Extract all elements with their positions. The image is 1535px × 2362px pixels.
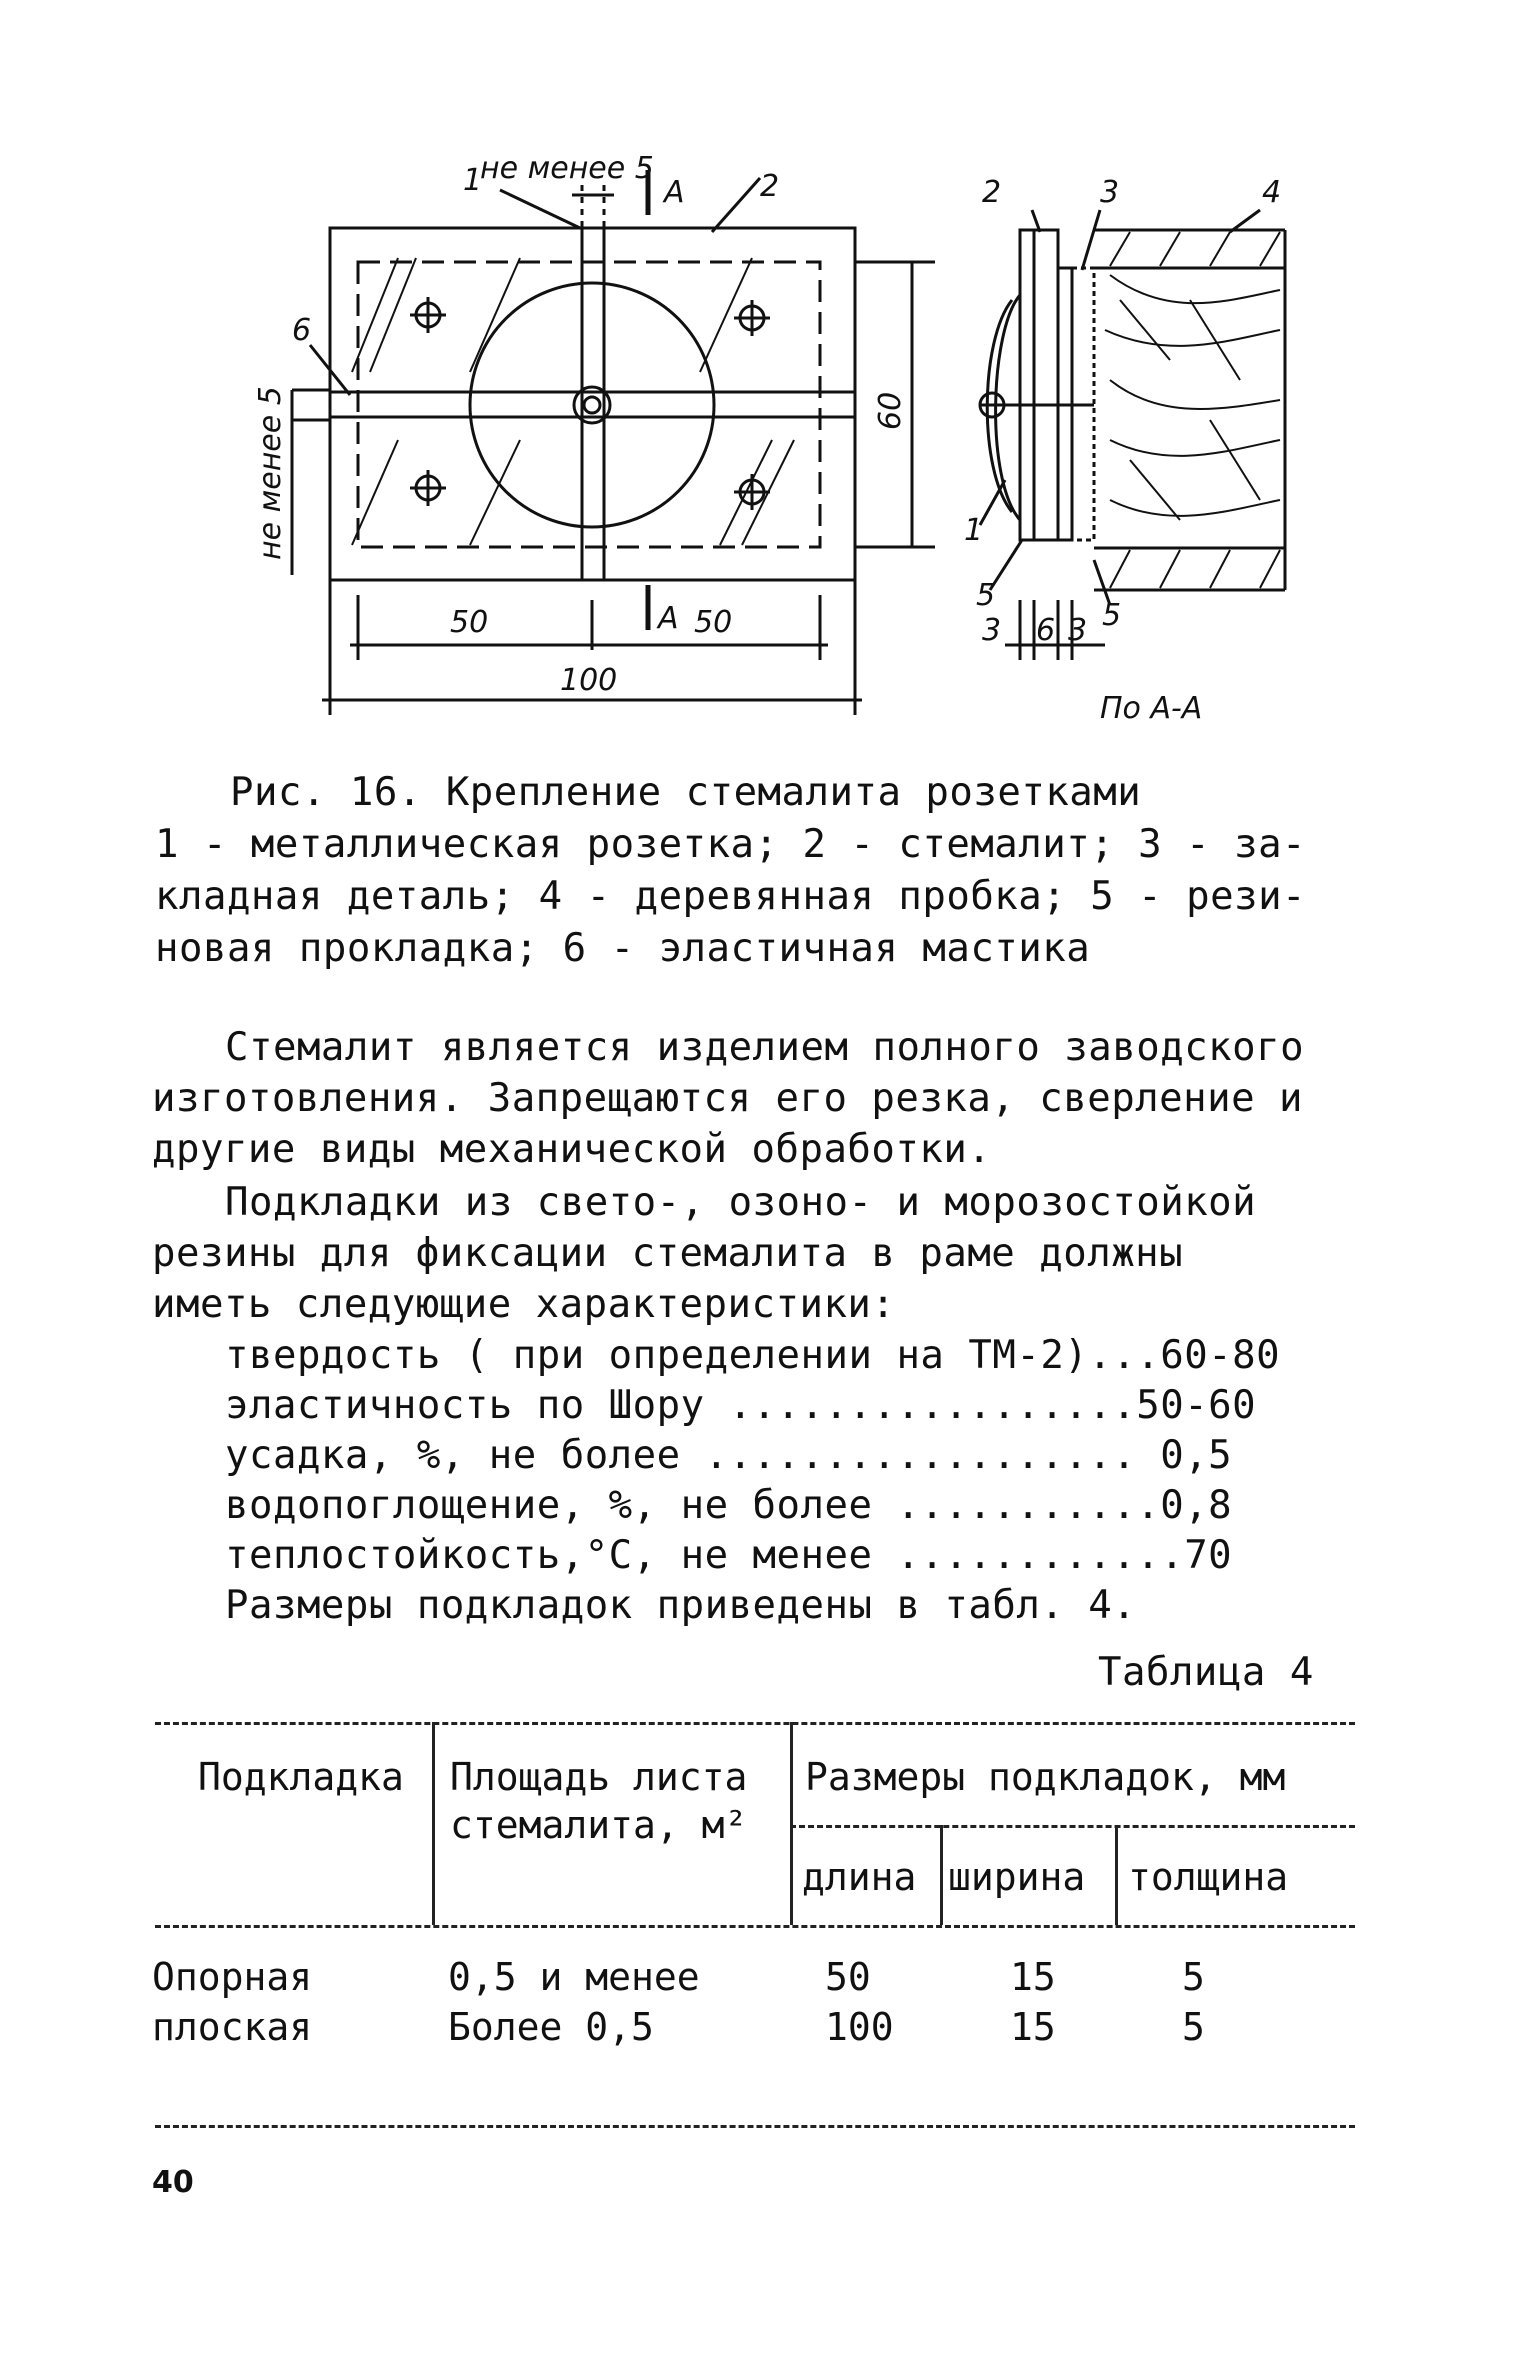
row-name: Опорная — [152, 1955, 313, 1999]
metal-rosette-circle — [470, 283, 714, 527]
row-area: 0,5 и менее — [448, 1955, 700, 1999]
caption-line: кладная деталь; 4 - деревянная пробка; 5 - рези- — [155, 874, 1307, 919]
label-not-less-5-side: не менее 5 — [253, 386, 288, 560]
table-rule-sub — [790, 1825, 1355, 1828]
page-number: 40 — [152, 2165, 194, 2200]
header-width: ширина — [948, 1855, 1086, 1899]
table-col-divider — [940, 1825, 943, 1925]
body-line: Подкладки из свето-, озоно- и морозостойкой — [225, 1180, 1257, 1225]
row-width: 15 — [1010, 2005, 1056, 2049]
section-label-2: 2 — [982, 175, 1002, 210]
body-line: иметь следующие характеристики: — [152, 1282, 896, 1327]
header-pad: Подкладка — [198, 1755, 404, 1799]
table-col-divider — [432, 1722, 435, 1925]
section-label-3: 3 — [1100, 175, 1120, 210]
section-label-5-left: 5 — [976, 578, 996, 613]
table-title: Таблица 4 — [1098, 1650, 1314, 1695]
caption-line: 1 - металлическая розетка; 2 - стемалит; 3 - за- — [155, 822, 1307, 867]
spec-hardness: твердость ( при определении на ТМ-2)...60-80 — [225, 1333, 1281, 1378]
row-name: плоская — [152, 2005, 313, 2049]
section-dim-3-left: 3 — [982, 613, 1002, 648]
caption-title: Рис. 16. Крепление стемалита розетками — [230, 770, 1142, 815]
label-dim-50-left: 50 — [450, 605, 489, 640]
label-dim-50-right: 50 — [694, 605, 733, 640]
figure-16-drawing — [0, 0, 1535, 760]
section-dim-3-right: 3 — [1068, 613, 1088, 648]
spec-shrinkage: усадка, %, не более .................. 0,5 — [225, 1433, 1233, 1478]
section-title: По А-А — [1100, 691, 1203, 726]
section-dim-6: 6 — [1036, 613, 1056, 648]
body-line: другие виды механической обработки. — [152, 1127, 992, 1172]
caption-line: новая прокладка; 6 - эластичная мастика — [155, 926, 1091, 971]
row-length: 50 — [825, 1955, 871, 1999]
spec-water-absorption: водопоглощение, %, не более ...........0,8 — [225, 1483, 1233, 1528]
row-area: Более 0,5 — [448, 2005, 654, 2049]
table-col-divider — [1115, 1825, 1118, 1925]
header-length: длина — [802, 1855, 917, 1899]
body-line: Стемалит является изделием полного заводского — [225, 1025, 1305, 1070]
label-dim-100: 100 — [560, 663, 618, 698]
table-rule-top — [155, 1722, 1355, 1725]
section-label-5-right: 5 — [1102, 598, 1122, 633]
header-area-line1: Площадь листа — [450, 1755, 748, 1799]
body-line: изготовления. Запрещаются его резка, сверление и — [152, 1076, 1304, 1121]
label-a-bottom: A — [658, 601, 679, 636]
label-a-top: A — [664, 175, 685, 210]
row-length: 100 — [825, 2005, 894, 2049]
row-thickness: 5 — [1182, 2005, 1205, 2049]
row-thickness: 5 — [1182, 1955, 1205, 1999]
label-not-less-5-top: не менее 5 — [480, 151, 654, 186]
table-rule-bottom — [155, 2125, 1355, 2128]
label-dim-60: 60 — [873, 391, 908, 430]
header-dimensions: Размеры подкладок, мм — [805, 1755, 1286, 1799]
section-label-1: 1 — [964, 513, 984, 548]
body-line: Размеры подкладок приведены в табл. 4. — [225, 1583, 1137, 1628]
body-line: резины для фиксации стемалита в раме должны — [152, 1231, 1184, 1276]
spec-heat-resistance: теплостойкость,°С, не менее ............70 — [225, 1533, 1233, 1578]
table-col-divider — [790, 1722, 793, 1925]
label-6: 6 — [292, 313, 312, 348]
label-1: 1 — [463, 163, 483, 198]
header-thickness: толщина — [1128, 1855, 1289, 1899]
header-area-line2: стемалита, м² — [450, 1803, 748, 1847]
label-2: 2 — [760, 169, 780, 204]
spec-elasticity: эластичность по Шору .................50-60 — [225, 1383, 1257, 1428]
section-label-4: 4 — [1262, 175, 1282, 210]
table-rule-header-bottom — [155, 1925, 1355, 1928]
row-width: 15 — [1010, 1955, 1056, 1999]
